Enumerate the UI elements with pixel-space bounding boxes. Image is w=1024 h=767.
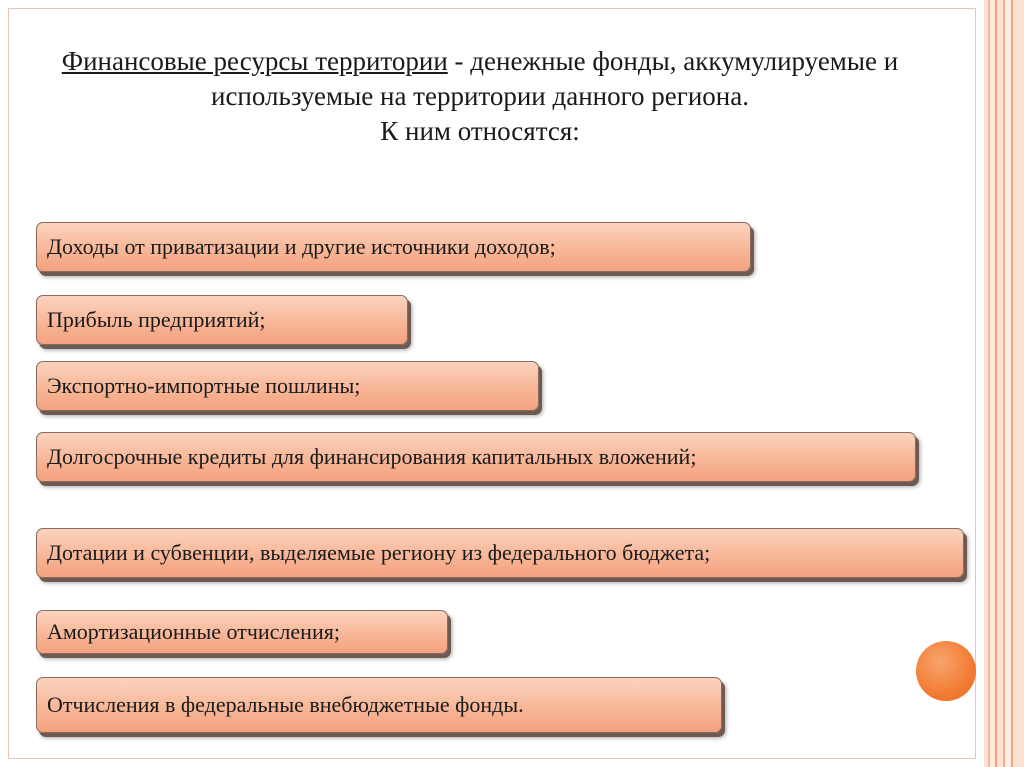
- list-item-label: Прибыль предприятий;: [47, 307, 266, 332]
- heading-definition: - денежные фонды, аккумулируемые и используемые на территории данного региона.: [211, 46, 899, 111]
- slide-heading: [60, 44, 900, 149]
- list-item-label: Доходы от приватизации и другие источники доходов;: [47, 234, 556, 259]
- heading-intro: К ним относятся:: [380, 116, 580, 146]
- list-item-depreciation: [36, 610, 448, 654]
- heading-term: Финансовые ресурсы территории: [61, 46, 448, 76]
- list-item-off-budget-funds: [36, 677, 722, 733]
- list-item-label: Дотации и субвенции, выделяемые региону из федерального бюджета;: [47, 540, 711, 565]
- list-item-long-term-credits: [36, 432, 916, 482]
- decorative-circle-icon: [916, 641, 976, 701]
- decorative-side-stripes: [984, 0, 1024, 767]
- list-item-export-import-duties: [36, 361, 539, 411]
- list-item-label: Долгосрочные кредиты для финансирования капитальных вложений;: [47, 444, 697, 469]
- list-item-label: Экспортно-импортные пошлины;: [47, 373, 361, 398]
- list-item-subsidies: [36, 528, 964, 578]
- list-item-label: Отчисления в федеральные внебюджетные фонды.: [47, 692, 524, 717]
- list-item-privatization-income: [36, 222, 751, 272]
- list-item-label: Амортизационные отчисления;: [47, 619, 340, 644]
- list-item-enterprise-profit: [36, 295, 408, 345]
